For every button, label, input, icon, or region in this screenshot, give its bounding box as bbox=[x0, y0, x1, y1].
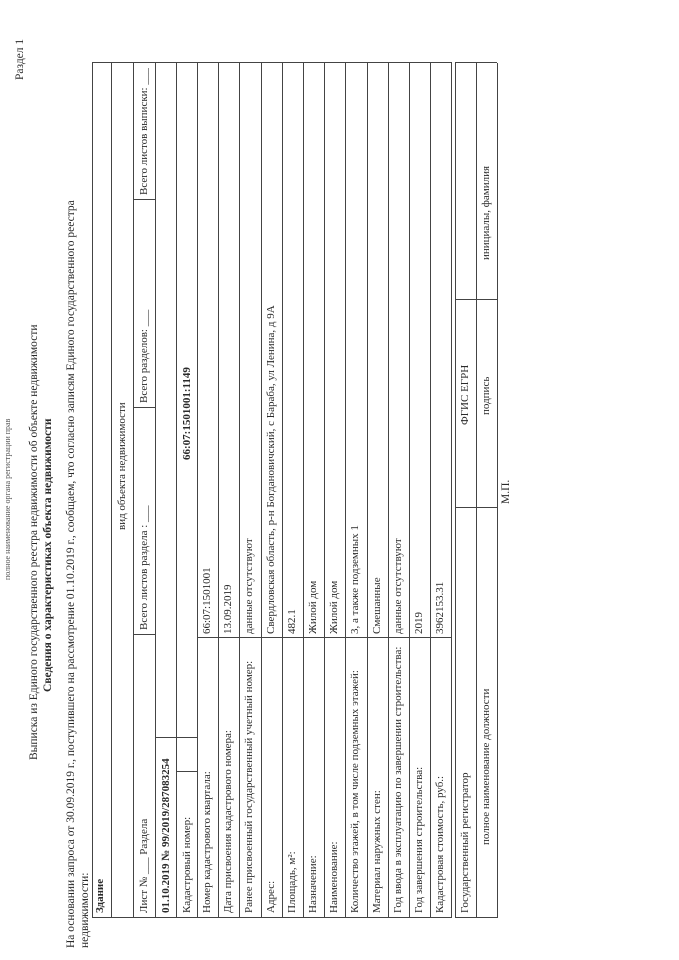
section-label: Раздел 1 bbox=[14, 38, 26, 80]
signature-rule bbox=[455, 917, 497, 918]
row-label: Наименование: bbox=[328, 841, 341, 913]
table-rule bbox=[155, 63, 156, 918]
cadastral-number-value: 66:07:1501001:1149 bbox=[181, 367, 193, 460]
table-rule bbox=[409, 63, 410, 918]
signature-rule bbox=[455, 62, 497, 63]
table-rule bbox=[282, 63, 283, 918]
table-rule bbox=[324, 63, 325, 918]
registrar-position: Государственный регистратор bbox=[459, 772, 471, 913]
table-rule bbox=[176, 63, 177, 918]
table-rule bbox=[239, 63, 240, 918]
object-type: Здание bbox=[94, 878, 106, 913]
sheet-number: Лист № ___ Раздела bbox=[138, 818, 150, 913]
table-rule bbox=[303, 63, 304, 918]
record-number: 01.10.2019 № 99/2019/287083254 bbox=[160, 758, 172, 913]
row-value: данные отсутствуют bbox=[243, 538, 256, 634]
signature-rule bbox=[455, 63, 456, 918]
row-value: 13.09.2019 bbox=[222, 584, 235, 634]
row-value: 3, а также подземных 1 bbox=[349, 525, 362, 634]
table-rule bbox=[218, 63, 219, 918]
table-rule bbox=[133, 199, 155, 200]
sheets-in-section: Всего листов раздела : ___ bbox=[138, 505, 150, 630]
name-caption: инициалы, фамилия bbox=[480, 165, 492, 260]
signature-rule bbox=[497, 63, 498, 918]
row-value: 2019 bbox=[413, 612, 425, 634]
registry-system: ФГИС ЕГРН bbox=[459, 364, 471, 425]
table-rule bbox=[345, 63, 346, 918]
row-value: Жилой дом bbox=[328, 580, 341, 634]
table-rule bbox=[92, 63, 93, 918]
table-rule bbox=[197, 63, 198, 918]
table-rule bbox=[176, 771, 197, 772]
table-rule bbox=[133, 63, 134, 918]
signature-rule bbox=[455, 299, 497, 300]
organ-caption: полное наименование органа регистрации прав bbox=[3, 418, 12, 580]
table-rule bbox=[92, 62, 452, 63]
table-rule bbox=[451, 63, 452, 918]
document-title: Выписка из Единого государственного реестра недвижимости об объекте недвижимости bbox=[28, 324, 40, 760]
signature-rule bbox=[476, 63, 477, 918]
table-rule bbox=[261, 63, 262, 918]
row-label: Материал наружных стен: bbox=[370, 790, 383, 913]
signature-rule bbox=[455, 507, 497, 508]
row-value: Смешанные bbox=[370, 577, 383, 634]
table-rule bbox=[388, 63, 389, 918]
table-rule bbox=[155, 737, 197, 738]
row-label: Адрес: bbox=[264, 880, 277, 913]
document-subtitle: Сведения о характеристиках объекта недвижимости bbox=[42, 418, 54, 692]
row-label: Количество этажей, в том числе подземных этажей: bbox=[349, 670, 362, 913]
row-label: Год ввода в эксплуатацию по завершении строительства: bbox=[391, 646, 404, 913]
object-kind-caption: вид объекта недвижимости bbox=[116, 402, 128, 530]
sheets-in-extract: Всего листов выписки: ___ bbox=[138, 68, 150, 195]
stamp-place: М.П. bbox=[500, 479, 512, 504]
row-value: Свердловская область, р-н Богдановичский, с Бараба, ул Ленина, д 9А bbox=[264, 305, 277, 634]
table-rule bbox=[133, 634, 155, 635]
cadastral-number-label: Кадастровый номер: bbox=[181, 816, 193, 913]
row-value: данные отсутствуют bbox=[391, 538, 404, 634]
row-label: Назначение: bbox=[307, 855, 319, 913]
row-label: Площадь, м²: bbox=[285, 851, 298, 913]
row-label: Год завершения строительства: bbox=[413, 766, 425, 913]
row-value: 66:07:1501001 bbox=[201, 567, 213, 634]
row-label: Кадастровая стоимость, руб.: bbox=[434, 775, 447, 913]
row-value: 3962153.31 bbox=[434, 581, 447, 634]
signature-caption: подпись bbox=[480, 376, 492, 415]
row-label: Ранее присвоенный государственный учетный номер: bbox=[243, 660, 256, 913]
row-value: Жилой дом bbox=[307, 580, 319, 634]
table-rule bbox=[92, 917, 452, 918]
basis-text-line2: недвижимости: bbox=[79, 872, 91, 948]
sections-total: Всего разделов: ___ bbox=[138, 309, 150, 403]
row-label: Номер кадастрового квартала: bbox=[201, 771, 213, 913]
table-rule bbox=[111, 63, 112, 918]
table-rule bbox=[430, 63, 431, 918]
row-label: Дата присвоения кадастрового номера: bbox=[222, 730, 235, 913]
table-rule bbox=[197, 637, 451, 638]
row-value: 482.1 bbox=[285, 609, 298, 634]
basis-text-line1: На основании запроса от 30.09.2019 г., поступившего на рассмотрение 01.10.2019 г., сообщаем, что согласно записям Единого государственного реестра bbox=[65, 200, 77, 948]
position-caption: полное наименование должности bbox=[480, 688, 492, 845]
table-rule bbox=[367, 63, 368, 918]
table-rule bbox=[133, 407, 155, 408]
